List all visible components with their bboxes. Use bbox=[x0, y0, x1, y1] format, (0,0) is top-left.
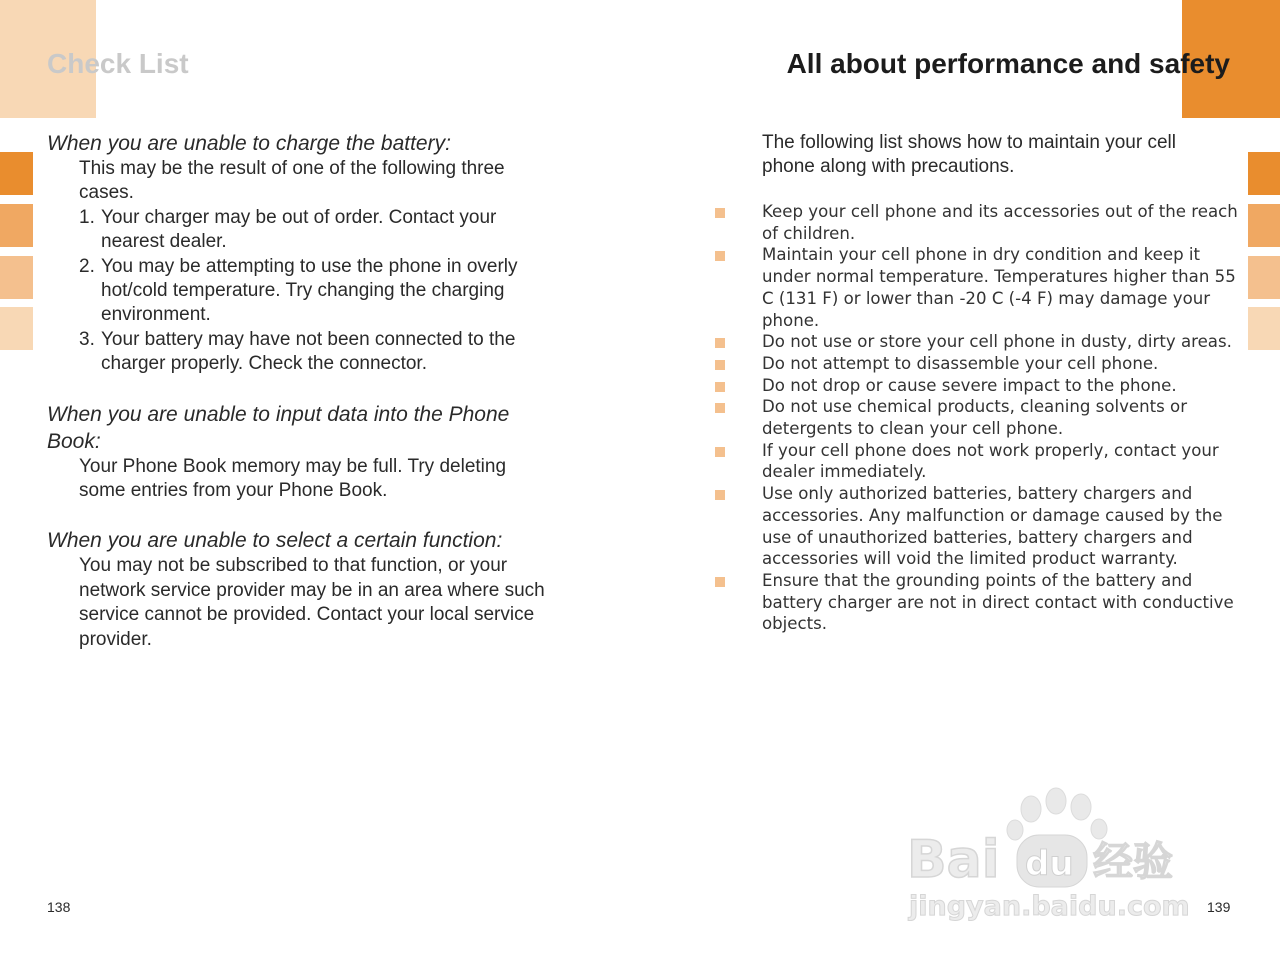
left-side-marker-2 bbox=[0, 204, 33, 247]
bullet-item bbox=[714, 483, 1244, 570]
right-side-marker-1 bbox=[1248, 152, 1280, 195]
svg-text:经验: 经验 bbox=[1093, 839, 1173, 885]
item-text: You may be attempting to use the phone in overly hot/cold temperature. Try changing the charging environment. bbox=[101, 255, 518, 326]
section-body-phone-book: Your Phone Book memory may be full. Try deleting some entries from your Phone Book. bbox=[79, 455, 507, 502]
section-heading-phone-book: When you are unable to input data into the Phone Book: bbox=[47, 402, 510, 453]
bullet-item bbox=[714, 244, 1244, 331]
bullet-item bbox=[714, 440, 1244, 483]
right-page-title: All about performance and safety bbox=[786, 48, 1230, 79]
bullet-text: Do not attempt to disassemble your cell phone. bbox=[762, 353, 1159, 373]
square-bullet-icon bbox=[715, 447, 725, 457]
item-number: 3. bbox=[79, 328, 95, 350]
square-bullet-icon bbox=[715, 382, 725, 392]
bullet-item bbox=[714, 331, 1244, 353]
square-bullet-icon bbox=[715, 338, 725, 348]
square-bullet-icon bbox=[715, 490, 725, 500]
bullet-item bbox=[714, 375, 1244, 397]
bullet-text: If your cell phone does not work properly, contact your dealer immediately. bbox=[762, 440, 1219, 482]
section-heading-charge: When you are unable to charge the battery: bbox=[47, 132, 451, 155]
section-body-charge bbox=[79, 157, 547, 377]
right-side-marker-4 bbox=[1248, 307, 1280, 350]
bullet-item bbox=[714, 396, 1244, 439]
item-text: Your battery may have not been connected to the charger properly. Check the connector. bbox=[101, 328, 516, 375]
left-page-number: 138 bbox=[47, 899, 71, 915]
item-text: Your charger may be out of order. Contact your nearest dealer. bbox=[101, 206, 497, 253]
square-bullet-icon bbox=[715, 577, 725, 587]
bullet-item bbox=[714, 570, 1244, 635]
section-intro: This may be the result of one of the following three cases. bbox=[79, 158, 505, 204]
left-page-title: Check List bbox=[47, 48, 189, 79]
square-bullet-icon bbox=[715, 251, 725, 261]
left-side-marker-4 bbox=[0, 307, 33, 350]
section-heading-function: When you are unable to select a certain function: bbox=[47, 529, 503, 553]
numbered-list bbox=[79, 206, 547, 377]
right-page-number: 139 bbox=[1207, 899, 1231, 915]
left-side-marker-1 bbox=[0, 152, 33, 195]
right-side-marker-2 bbox=[1248, 204, 1280, 247]
list-item bbox=[79, 206, 547, 255]
square-bullet-icon bbox=[715, 360, 725, 370]
bullet-text: Do not drop or cause severe impact to the phone. bbox=[762, 375, 1177, 395]
square-bullet-icon bbox=[715, 208, 725, 218]
list-item bbox=[79, 255, 547, 328]
safety-intro: The following list shows how to maintain your cell phone along with precautions. bbox=[762, 132, 1176, 178]
bullet-text: Maintain your cell phone in dry condition and keep it under normal temperature. Temperatures higher than 55 C (131 F) or lower than -20 C (-4 F) may damage your phone. bbox=[762, 245, 1236, 330]
bullet-text: Do not use chemical products, cleaning solvents or detergents to clean your cell phone. bbox=[762, 397, 1188, 439]
check-list-content bbox=[47, 130, 547, 652]
item-number: 2. bbox=[79, 255, 95, 277]
bullet-text: Keep your cell phone and its accessories out of the reach of children. bbox=[762, 202, 1238, 243]
safety-bullet-list bbox=[714, 201, 1244, 635]
list-item bbox=[79, 328, 547, 377]
svg-text:du: du bbox=[1025, 844, 1074, 884]
bullet-item bbox=[714, 353, 1244, 375]
bullet-text: Use only authorized batteries, battery chargers and accessories. Any malfunction or damage caused by the use of unauthorized batteries, battery chargers and accessories will void the limited product warranty. bbox=[762, 484, 1223, 569]
svg-text:Bai: Bai bbox=[907, 830, 1000, 890]
item-number: 1. bbox=[79, 206, 95, 228]
square-bullet-icon bbox=[715, 403, 725, 413]
right-side-marker-3 bbox=[1248, 256, 1280, 299]
baidu-jingyan-watermark bbox=[905, 785, 1205, 925]
section-body-function: You may not be subscribed to that function, or your network service provider may be in an area where such service cannot be provided. Contact your local service provider. bbox=[79, 555, 545, 650]
bullet-text: Do not use or store your cell phone in dusty, dirty areas. bbox=[762, 332, 1232, 352]
left-side-marker-3 bbox=[0, 256, 33, 299]
bullet-text: Ensure that the grounding points of the battery and battery charger are not in direct contact with conductive objects. bbox=[762, 570, 1234, 634]
bullet-item bbox=[714, 201, 1244, 244]
svg-text:jingyan.baidu.com: jingyan.baidu.com bbox=[909, 891, 1190, 922]
